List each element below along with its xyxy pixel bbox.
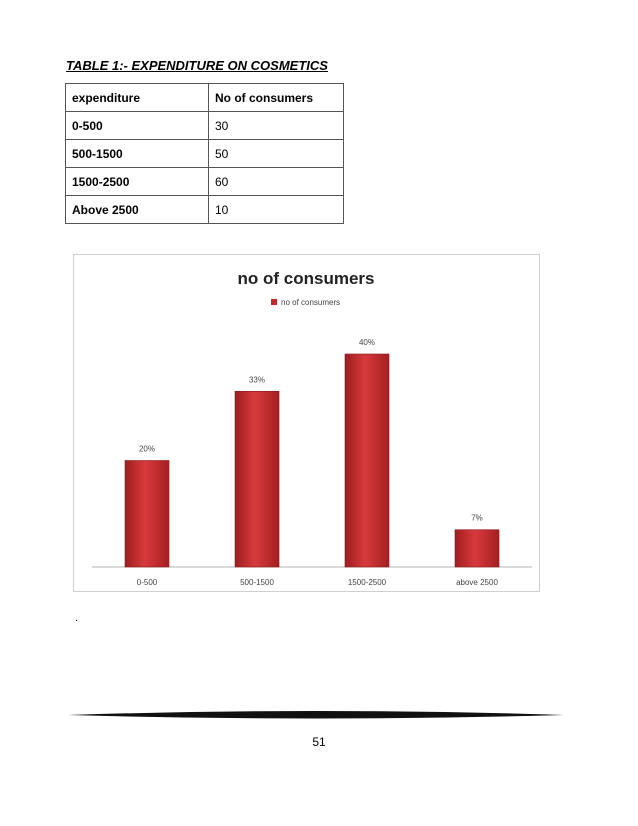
data-label: 7% [471, 513, 483, 523]
header-expenditure: expenditure [66, 84, 209, 112]
x-tick-label: 500-1500 [240, 578, 274, 587]
table-caption: TABLE 1:- EXPENDITURE ON COSMETICS [66, 58, 328, 73]
bar-500-1500 [235, 391, 279, 567]
cell-expenditure: 1500-2500 [66, 168, 209, 196]
legend-swatch [271, 299, 277, 305]
cell-consumers: 60 [209, 168, 344, 196]
chart-title: no of consumers [237, 269, 375, 288]
cell-consumers: 10 [209, 196, 344, 224]
chart-container [73, 254, 540, 592]
table-row [66, 168, 344, 196]
cell-expenditure: 0-500 [66, 112, 209, 140]
data-label: 20% [138, 444, 156, 454]
x-tick-label: 1500-2500 [347, 578, 387, 587]
cell-expenditure: 500-1500 [66, 140, 209, 168]
page-number: 51 [312, 735, 326, 749]
data-label: 33% [248, 375, 266, 385]
cell-consumers: 50 [209, 140, 344, 168]
legend-label: no of consumers [281, 298, 341, 307]
table-row [66, 140, 344, 168]
footer-divider [68, 710, 564, 720]
table-row [66, 196, 344, 224]
cell-consumers: 30 [209, 112, 344, 140]
bar-0-500 [125, 461, 169, 568]
header-consumers: No of consumers [209, 84, 344, 112]
bar-above-2500 [455, 530, 499, 567]
x-tick-label: above 2500 [456, 578, 498, 587]
expenditure-table [65, 83, 344, 224]
data-label: 40% [358, 338, 376, 347]
bars-group [125, 338, 499, 587]
bar-chart [74, 255, 539, 591]
table-row [66, 112, 344, 140]
bar-1500-2500 [345, 354, 389, 567]
table-header-row [66, 84, 344, 112]
cell-expenditure: Above 2500 [66, 196, 209, 224]
x-tick-label: 0-500 [136, 578, 158, 587]
dot-mark: . [75, 612, 79, 624]
